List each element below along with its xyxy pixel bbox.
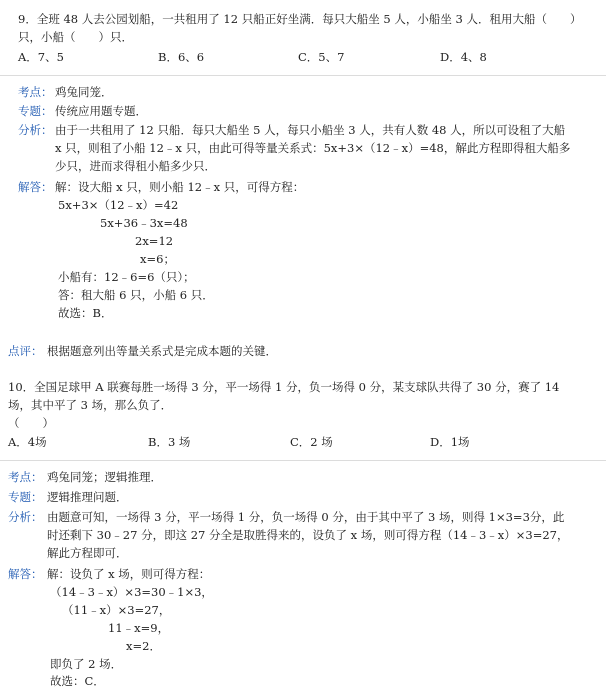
q9-step-4: x=6； [140,252,175,266]
q9-step-1: 5x+3×（12﹣x）=42 [58,198,179,212]
q9-xiaochuan: 小船有：12﹣6=6（只）； [58,270,195,284]
q10-option-b: B．3 场 [148,435,191,449]
q10-option-a: A．4场 [8,435,47,449]
q9-zhuanti: 传统应用题专题． [55,104,147,118]
q9-fenxi-line2: x 只，则租了小船 12﹣x 只，由此可得等量关系式：5x+3×（12﹣x）=48，解此方程即得租大船多 [55,141,571,155]
q10-jieda-label: 解答： [8,567,43,581]
q10-fenxi-line3: 解此方程即可． [47,546,128,560]
q10-blank: （ ） [8,416,54,430]
q10-fenxi-line1: 由题意可知，一场得 3 分，平一场得 1 分，负一场得 0 分，由于其中平了 3 场，则得 1×3=3分，此 [47,510,565,524]
q10-kaodian: 鸡兔同笼；逻辑推理． [47,470,162,484]
q10-fenxi-line2: 时还剩下 30﹣27 分，即这 27 分全是取胜得来的，设负了 x 场，则可得方程（14﹣3﹣x）×3=27， [47,528,569,542]
q9-jieda-intro: 解：设大船 x 只，则小船 12﹣x 只，可得方程： [55,180,305,194]
q10-step-1: （14﹣3﹣x）×3=30﹣1×3， [50,585,213,599]
q9-fenxi-line3: 少只，进而求得租小船多少只． [55,159,216,173]
q9-step-2: 5x+36﹣3x=48 [100,216,188,230]
q10-stem-line2: 场，其中平了 3 场，那么负了． [8,398,173,412]
q9-fenxi-line1: 由于一共租用了 12 只船．每只大船坐 5 人，每只小船坐 3 人，共有人数 48 人，所以可设租了大船 [55,123,566,137]
q10-kaodian-label: 考点： [8,470,43,484]
q9-stem-line1: 9．全班 48 人去公园划船，一共租用了 12 只船正好坐满．每只大船坐 5 人，小船坐 3 人．租用大船（ ） [18,12,582,26]
q10-zhuanti: 逻辑推理问题． [47,490,128,504]
q10-step-3: 11﹣x=9， [108,621,170,635]
q10-fenxi-label: 分析： [8,510,43,524]
q10-choice: 故选：C． [50,674,105,688]
q9-option-c: C．5、7 [298,50,345,64]
q9-choice: 故选：B． [58,306,113,320]
q10-step-4: x=2． [126,639,161,653]
q10-result: 即负了 2 场． [50,657,123,671]
q9-option-d: D．4、8 [440,50,487,64]
q9-fenxi-label: 分析： [18,123,53,137]
q9-dianping: 根据题意列出等量关系式是完成本题的关键． [47,344,277,358]
q10-jieda-intro: 解：设负了 x 场，则可得方程： [47,567,211,581]
q10-zhuanti-label: 专题： [8,490,43,504]
q9-stem-line2: 只，小船（ ）只． [18,30,133,44]
q9-zhuanti-label: 专题： [18,104,53,118]
q10-option-d: D．1场 [430,435,470,449]
q9-option-b: B．6、6 [158,50,205,64]
q10-step-2: （11﹣x）×3=27， [62,603,171,617]
q10-separator [0,460,606,461]
q10-option-c: C．2 场 [290,435,333,449]
q9-jieda-label: 解答： [18,180,53,194]
q9-answer: 答：租大船 6 只，小船 6 只． [58,288,214,302]
q9-option-a: A．7、5 [18,50,64,64]
q9-dianping-label: 点评： [8,344,43,358]
q9-separator [0,75,606,76]
q9-kaodian-label: 考点： [18,85,53,99]
q9-kaodian: 鸡兔同笼． [55,85,113,99]
q9-step-3: 2x=12 [135,234,174,248]
q10-stem-line1: 10．全国足球甲 A 联赛每胜一场得 3 分，平一场得 1 分，负一场得 0 分，某支球队共得了 30 分，赛了 14 [8,380,560,394]
